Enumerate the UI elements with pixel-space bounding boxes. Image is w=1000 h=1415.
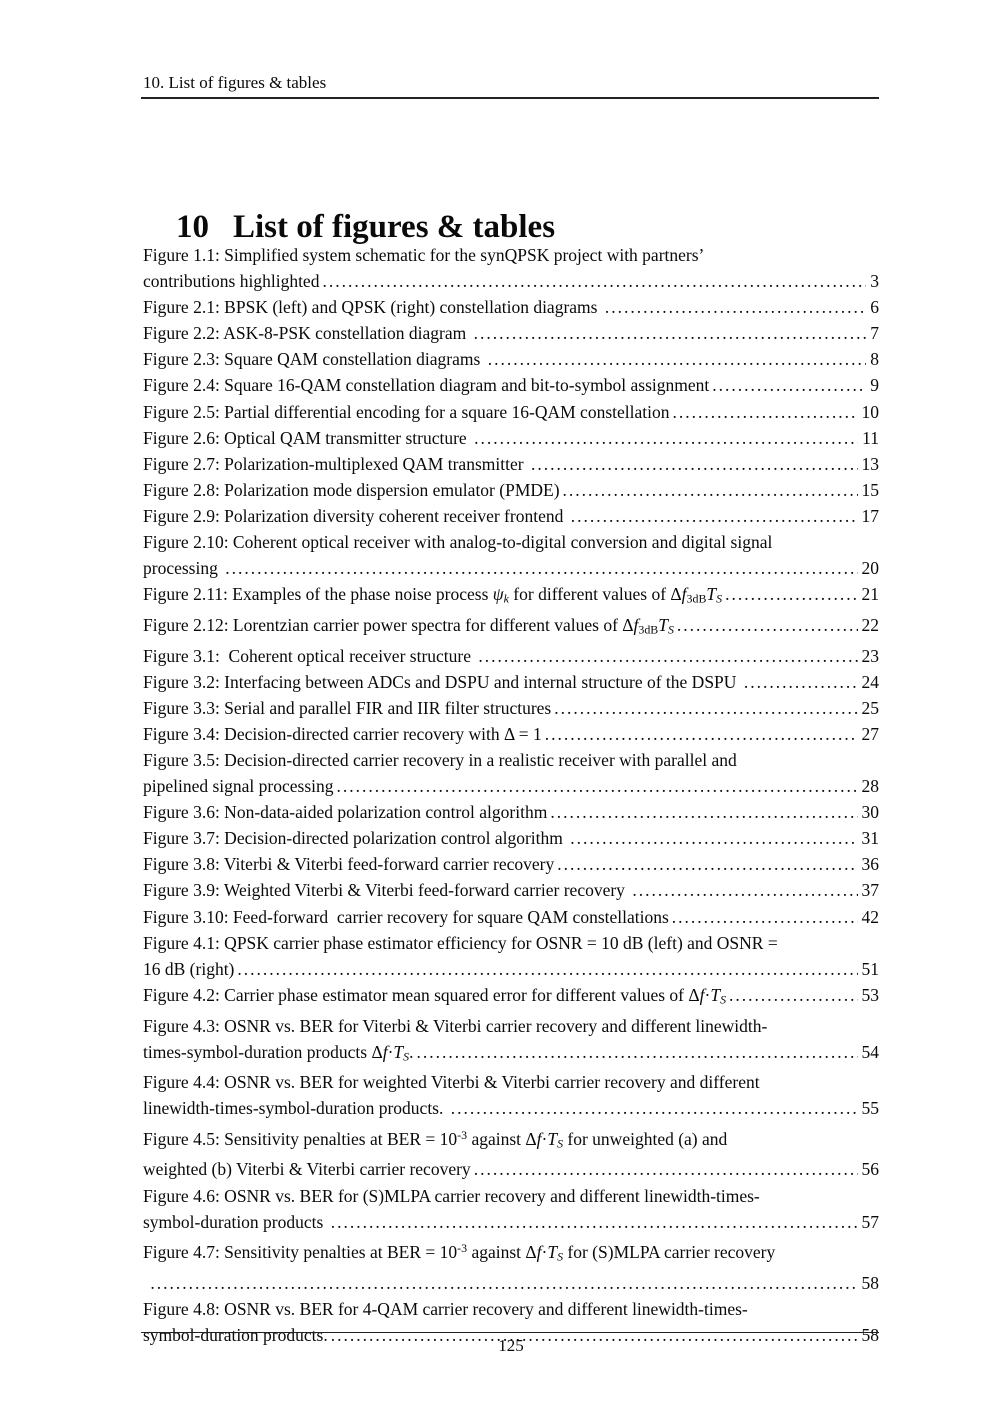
toc-entry (143, 1235, 879, 1296)
toc-entry (143, 851, 879, 877)
entry-line (143, 643, 879, 669)
entry-line (143, 555, 879, 581)
leader-dots (605, 294, 866, 320)
section-number: 10 (176, 209, 209, 245)
page-number: 27 (861, 723, 879, 744)
entry-text: Figure 2.3: Square QAM constellation diagrams (143, 349, 485, 370)
entry-text: Figure 2.6: Optical QAM transmitter structure (143, 427, 472, 448)
entry-line (143, 904, 879, 930)
toc-entry (143, 242, 879, 294)
entry-text: Figure 2.1: BPSK (left) and QPSK (right) constellation diagrams (143, 297, 602, 318)
entry-text: Figure 4.7: Sensitivity penalties at BER = $10^{-3}$ against $\Delta f\cdot T_S$ for (S)MLPA carrier recovery (143, 1240, 776, 1264)
entry-line (143, 1013, 879, 1039)
page-number: 37 (861, 880, 879, 901)
entry-line (143, 612, 879, 643)
page-number: 58 (861, 1324, 879, 1345)
entry-line (143, 320, 879, 346)
entry-line (143, 1183, 879, 1209)
leader-dots (571, 503, 858, 529)
entry-line (143, 503, 879, 529)
entry-line (143, 242, 879, 268)
leader-dots (677, 612, 858, 643)
entry-text: Figure 3.5: Decision-directed carrier recovery in a realistic receiver with parallel and (143, 750, 737, 770)
toc-entry (143, 1069, 879, 1121)
entry-line (143, 1069, 879, 1095)
toc-entry (143, 695, 879, 721)
entry-text: pipelined signal processing (143, 776, 334, 797)
toc-entry (143, 930, 879, 982)
entry-line (143, 1156, 879, 1182)
footer-page-number: 125 (498, 1336, 524, 1355)
page-number: 6 (870, 297, 879, 318)
leader-dots (563, 477, 858, 503)
entry-text: Figure 3.2: Interfacing between ADCs and DSPU and internal structure of the DSPU (143, 671, 741, 692)
leader-dots (474, 1156, 858, 1182)
page-number: 13 (861, 453, 879, 474)
leader-dots (451, 1095, 858, 1121)
page-number: 54 (861, 1041, 879, 1062)
entry-text: Figure 2.9: Polarization diversity coherent receiver frontend (143, 505, 568, 526)
leader-dots (632, 877, 857, 903)
page-number: 57 (861, 1211, 879, 1232)
toc-entry (143, 503, 879, 529)
leader-dots (672, 399, 857, 425)
page-number: 9 (870, 375, 879, 396)
entry-line (143, 581, 879, 612)
leader-dots (488, 346, 867, 372)
page-number: 58 (861, 1272, 879, 1293)
toc-entry (143, 904, 879, 930)
running-header: 10. List of figures & tables (143, 73, 327, 92)
page-number: 3 (870, 271, 879, 292)
leader-dots (545, 721, 858, 747)
toc-entry (143, 669, 879, 695)
page-number: 51 (861, 958, 879, 979)
toc-entry (143, 399, 879, 425)
entry-line (143, 1296, 879, 1322)
entry-line (143, 1095, 879, 1121)
entry-text: Figure 3.4: Decision-directed carrier recovery with Δ = 1 (143, 723, 542, 744)
entry-text: Figure 4.1: QPSK carrier phase estimator efficiency for OSNR = 10 dB (left) and OSNR = (143, 932, 778, 953)
entry-line (143, 721, 879, 747)
entry-text: processing (143, 558, 223, 579)
toc-entry (143, 346, 879, 372)
entry-text: Figure 2.12: Lorentzian carrier power spectra for different values of $\Delta f_{3dB}T_S$ (143, 614, 674, 637)
leader-dots (237, 956, 857, 982)
entry-text: times-symbol-duration products $\Delta f\cdot T_S$. (143, 1041, 414, 1064)
page-number: 36 (861, 854, 879, 875)
page-number: 30 (861, 802, 879, 823)
page-number: 24 (861, 671, 879, 692)
toc-entry (143, 799, 879, 825)
entry-text: symbol-duration products. (143, 1324, 328, 1345)
entry-line (143, 1270, 879, 1296)
entry-text: Figure 2.5: Partial differential encoding for a square 16-QAM constellation (143, 401, 670, 422)
footer-rule (141, 1332, 879, 1333)
entry-line (143, 399, 879, 425)
toc-entry (143, 581, 879, 612)
entry-line (143, 1122, 879, 1157)
leader-dots (550, 799, 857, 825)
page-number: 7 (870, 323, 879, 344)
entry-line (143, 669, 879, 695)
entry-text: Figure 3.9: Weighted Viterbi & Viterbi feed-forward carrier recovery (143, 880, 630, 901)
entry-text: linewidth-times-symbol-duration products. (143, 1098, 448, 1119)
toc-entry (143, 1183, 879, 1235)
leader-dots (331, 1209, 858, 1235)
entry-line (143, 799, 879, 825)
leader-dots (712, 372, 866, 398)
leader-dots (225, 555, 857, 581)
entry-line (143, 825, 879, 851)
leader-dots (474, 425, 858, 451)
leader-dots (729, 982, 857, 1013)
page-number: 8 (870, 349, 879, 370)
entry-line (143, 930, 879, 956)
entry-line (143, 695, 879, 721)
page-number: 55 (861, 1098, 879, 1119)
toc-entry (143, 877, 879, 903)
entry-line (143, 982, 879, 1013)
entry-text: Figure 2.2: ASK-8-PSK constellation diagram (143, 323, 471, 344)
figure-list (143, 242, 879, 1348)
toc-entry (143, 747, 879, 799)
toc-entry (143, 612, 879, 643)
toc-entry (143, 477, 879, 503)
toc-entry (143, 982, 879, 1013)
entry-line (143, 425, 879, 451)
entry-text: Figure 3.10: Feed-forward carrier recovery for square QAM constellations (143, 906, 669, 927)
toc-entry (143, 320, 879, 346)
leader-dots (478, 643, 857, 669)
entry-line (143, 451, 879, 477)
entry-text: Figure 2.7: Polarization-multiplexed QAM transmitter (143, 453, 528, 474)
entry-line (143, 268, 879, 294)
leader-dots (557, 851, 857, 877)
entry-text: Figure 3.8: Viterbi & Viterbi feed-forward carrier recovery (143, 854, 555, 875)
entry-line (143, 773, 879, 799)
entry-line (143, 747, 879, 773)
leader-dots (337, 773, 858, 799)
leader-dots (744, 669, 858, 695)
entry-text: Figure 4.3: OSNR vs. BER for Viterbi & Viterbi carrier recovery and different linewidth- (143, 1015, 768, 1036)
leader-dots (531, 451, 858, 477)
entry-text: Figure 3.1: Coherent optical receiver structure (143, 645, 476, 666)
toc-entry (143, 643, 879, 669)
page-number: 53 (861, 984, 879, 1005)
leader-dots (150, 1270, 857, 1296)
entry-text: Figure 3.6: Non-data-aided polarization control algorithm (143, 802, 548, 823)
entry-line (143, 1235, 879, 1270)
leader-dots (322, 268, 866, 294)
entry-text: weighted (b) Viterbi & Viterbi carrier recovery (143, 1159, 471, 1180)
page-number: 22 (861, 614, 879, 635)
entry-text (143, 1270, 147, 1296)
page-number: 56 (861, 1159, 879, 1180)
entry-text: Figure 2.4: Square 16-QAM constellation diagram and bit-to-symbol assignment (143, 375, 710, 396)
leader-dots (570, 825, 857, 851)
leader-dots (554, 695, 857, 721)
entry-line (143, 1209, 879, 1235)
page-number: 42 (861, 906, 879, 927)
page-number: 31 (861, 828, 879, 849)
entry-text: Figure 1.1: Simplified system schematic for the synQPSK project with partners’ (143, 245, 705, 265)
toc-entry (143, 529, 879, 581)
page-number: 20 (861, 558, 879, 579)
entry-line (143, 346, 879, 372)
toc-entry (143, 825, 879, 851)
toc-entry (143, 721, 879, 747)
page-number: 11 (862, 427, 879, 448)
toc-entry (143, 451, 879, 477)
entry-line (143, 477, 879, 503)
entry-line (143, 372, 879, 398)
entry-text: symbol-duration products (143, 1211, 328, 1232)
entry-text: Figure 4.4: OSNR vs. BER for weighted Viterbi & Viterbi carrier recovery and different (143, 1072, 760, 1093)
entry-line (143, 529, 879, 555)
page-number: 28 (861, 776, 879, 797)
entry-text: contributions highlighted (143, 271, 320, 292)
entry-line (143, 1039, 879, 1070)
page-number: 23 (861, 645, 879, 666)
entry-line (143, 956, 879, 982)
toc-entry (143, 425, 879, 451)
page-number: 17 (861, 505, 879, 526)
entry-text: Figure 4.2: Carrier phase estimator mean squared error for different values of $\Delta f\cdot T_S$ (143, 984, 727, 1007)
entry-text: Figure 4.6: OSNR vs. BER for (S)MLPA carrier recovery and different linewidth-times- (143, 1185, 760, 1206)
toc-entry (143, 1122, 879, 1183)
page-number: 21 (861, 584, 879, 605)
leader-dots (416, 1039, 857, 1070)
entry-text: Figure 2.11: Examples of the phase noise process $\psi_k$ for different values of $\Delta f_{3dB}T_S$ (143, 584, 723, 606)
toc-entry (143, 372, 879, 398)
entry-text: Figure 2.10: Coherent optical receiver with analog-to-digital conversion and digital signal (143, 532, 773, 553)
toc-entry (143, 1013, 879, 1070)
entry-text: Figure 4.5: Sensitivity penalties at BER = $10^{-3}$ against $\Delta f\cdot T_S$ for unweighted (a) and (143, 1127, 728, 1151)
entry-text: Figure 3.3: Serial and parallel FIR and IIR filter structures (143, 697, 552, 718)
entry-text: Figure 4.8: OSNR vs. BER for 4-QAM carrier recovery and different linewidth-times- (143, 1298, 748, 1319)
entry-text: Figure 2.8: Polarization mode dispersion emulator (PMDE) (143, 479, 560, 500)
page-number: 15 (861, 479, 879, 500)
toc-entry (143, 294, 879, 320)
entry-line (143, 877, 879, 903)
entry-text: Figure 3.7: Decision-directed polarization control algorithm (143, 828, 568, 849)
section-title-text: List of figures & tables (233, 209, 556, 245)
entry-line (143, 294, 879, 320)
entry-text: 16 dB (right) (143, 958, 235, 979)
leader-dots (725, 581, 857, 612)
page-number: 10 (861, 401, 879, 422)
leader-dots (672, 904, 858, 930)
entry-line (143, 851, 879, 877)
leader-dots (474, 320, 867, 346)
page-number: 25 (861, 697, 879, 718)
header-rule (141, 97, 879, 99)
